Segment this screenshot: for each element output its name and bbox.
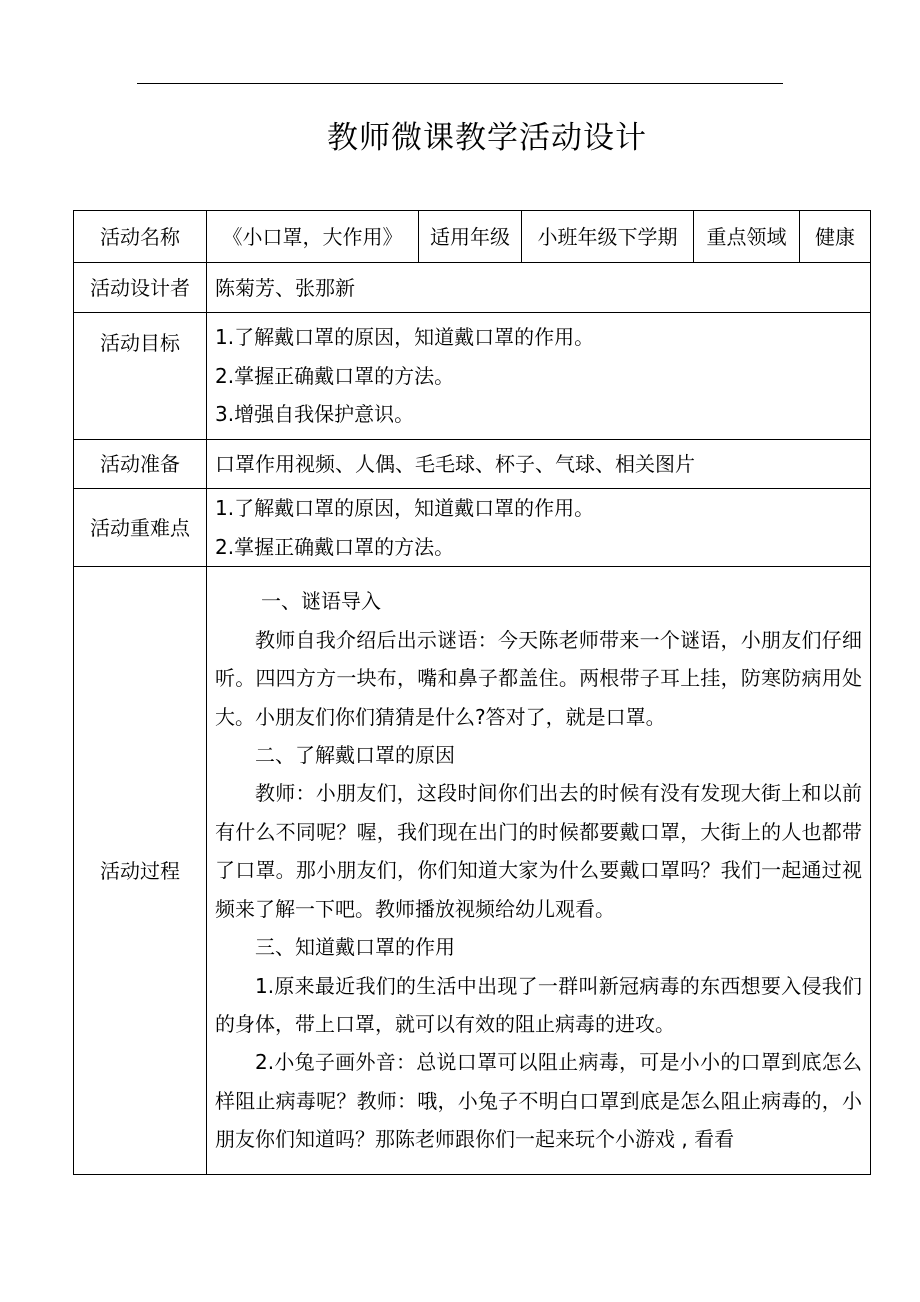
- process-content: [207, 567, 871, 1175]
- table-row: [74, 263, 871, 313]
- table-row: [74, 313, 871, 440]
- activity-design-table: [73, 210, 871, 1175]
- table-row: [74, 440, 871, 489]
- activity-name-label: 活动名称: [74, 211, 207, 263]
- grade-value: 小班年级下学期: [522, 211, 694, 263]
- grade-label: 适用年级: [419, 211, 522, 263]
- designer-label: 活动设计者: [74, 263, 207, 313]
- process-heading: 三、知道戴口罩的作用: [255, 935, 455, 960]
- preparation-label: 活动准备: [74, 440, 207, 489]
- domain-value: 健康: [800, 211, 871, 263]
- process-paragraph: 教师自我介绍后出示谜语：今天陈老师带来一个谜语，小朋友们仔细听。四四方方一块布，嘴和鼻子都盖住。两根带子耳上挂，防寒防病用处大。小朋友们你们猜猜是什么?答对了，就是口罩。: [215, 627, 862, 729]
- process-paragraph-block: [215, 1043, 862, 1158]
- key-point-item: 2.掌握正确戴口罩的方法。: [215, 534, 455, 559]
- page-title: 教师微课教学活动设计: [327, 120, 647, 156]
- header-rule: [137, 83, 783, 84]
- activity-name-value: 《小口罩，大作用》: [207, 211, 419, 263]
- process-paragraph: 1.原来最近我们的生活中出现了一群叫新冠病毒的东西想要入侵我们的身体，带上口罩，就可以有效的阻止病毒的进攻。: [215, 973, 862, 1036]
- table-row: [74, 211, 871, 263]
- process-heading: 一、谜语导入: [261, 589, 381, 614]
- goal-item: 2.掌握正确戴口罩的方法。: [215, 363, 455, 388]
- key-points-label: 活动重难点: [74, 489, 207, 567]
- table-row: [74, 567, 871, 1175]
- preparation-value: 口罩作用视频、人偶、毛毛球、杯子、气球、相关图片: [207, 440, 871, 489]
- key-points-content: [207, 489, 871, 567]
- key-point-item: 1.了解戴口罩的原因，知道戴口罩的作用。: [215, 496, 595, 520]
- domain-label: 重点领域: [694, 211, 800, 263]
- goals-label: 活动目标: [74, 313, 207, 440]
- goal-item: 3.增强自我保护意识。: [215, 402, 415, 427]
- goals-content: [207, 313, 871, 440]
- process-paragraph: 教师：小朋友们，这段时间你们出去的时候有没有发现大街上和以前有什么不同呢？喔，我们现在出门的时候都要戴口罩，大街上的人也都带了口罩。那小朋友们，你们知道大家为什么要戴口罩吗？我们一起通过视频来了解一下吧。教师播放视频给幼儿观看。: [215, 781, 862, 921]
- designer-value: 陈菊芳、张那新: [207, 263, 871, 313]
- process-label: 活动过程: [74, 567, 207, 1175]
- process-heading: 二、了解戴口罩的原因: [255, 743, 455, 768]
- process-paragraph: 2.小兔子画外音：总说口罩可以阻止病毒，可是小小的口罩到底怎么样阻止病毒呢？教师：哦，小兔子不明白口罩到底是怎么阻止病毒的，小朋友你们知道吗？那陈老师跟你们一起来玩个小游戏 , 看看: [215, 1050, 862, 1152]
- goal-item: 1.了解戴口罩的原因，知道戴口罩的作用。: [215, 325, 595, 350]
- table-row: [74, 489, 871, 567]
